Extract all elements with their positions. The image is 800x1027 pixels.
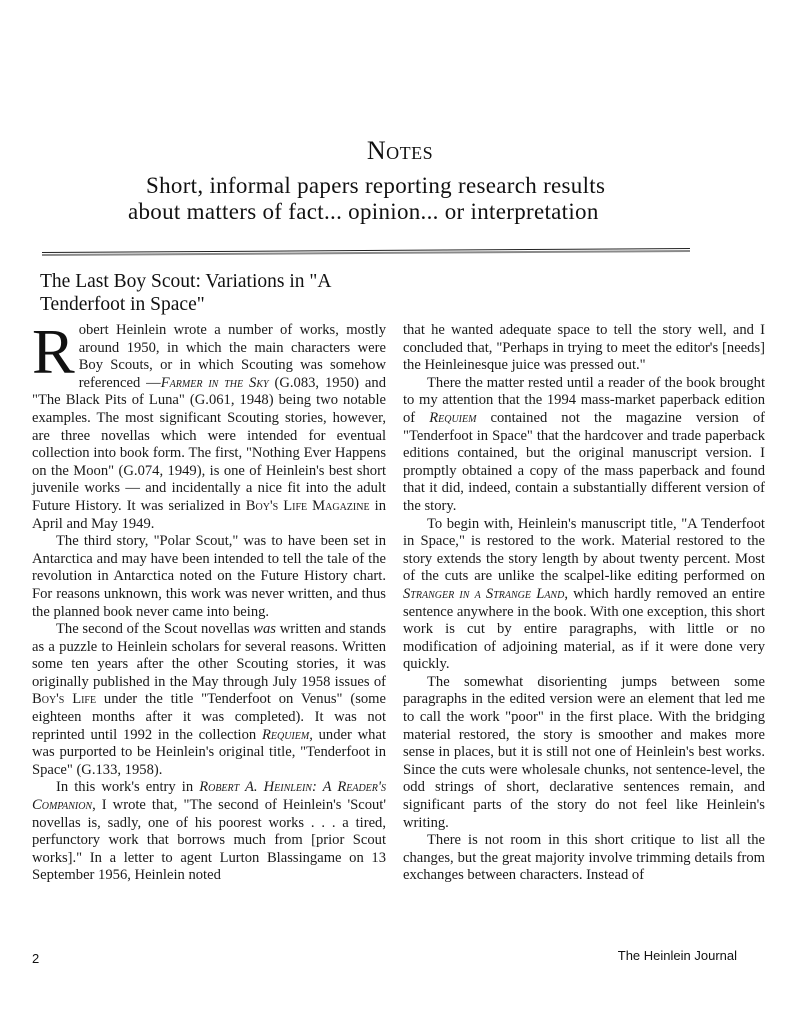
book-title-readers-companion: Robert A. Heinlein: A Reader's Companion — [32, 779, 387, 814]
right-column — [403, 322, 765, 885]
text-run: There the matter rested until a reader of the book brought to my attention that the 1994 mass-market paperback edition of — [403, 374, 765, 426]
paragraph-5: that he wanted adequate space to tell the story well, and I concluded that, "Perhaps in trying to meet the editor's [needs] the Heinleinesque juice was pressed out." — [403, 322, 765, 374]
book-title-stranger-in-a-strange-land: Stranger in a Strange Land — [403, 585, 565, 602]
magazine-title-boys-life: Boy's Life Magazine — [245, 497, 370, 514]
book-title-requiem: Requiem — [261, 726, 310, 743]
section-title: Notes — [366, 136, 434, 165]
text-run: , under what was purported to be Heinlein's original title, "Tenderfoot in Space" (G.133, 1958). — [32, 726, 387, 778]
page-number: 2 — [32, 951, 40, 966]
text-run: contained not the magazine version of "Tenderfoot in Space" that the hardcover and trade paperback editions contained, but the original manuscript version. I promptly obtained a copy of the mass paperback and found that it did, indeed, contain a substantially different version of the story. — [403, 409, 766, 514]
journal-name: The Heinlein Journal — [617, 948, 737, 963]
paragraph-1 — [32, 316, 386, 533]
article-title: The Last Boy Scout: Variations in "A Tenderfoot in Space" — [40, 271, 331, 315]
text-run: To begin with, Heinlein's manuscript title, "A Tenderfoot in Space," is restored to the work. Material restored to the story extends the story length by about twenty percent. Most of the cuts are unlike the scalpel-like editing performed on — [403, 515, 765, 585]
paragraph-6 — [403, 375, 765, 516]
header-divider-rule — [42, 248, 690, 256]
drop-cap: R — [32, 316, 75, 387]
book-title-farmer-in-the-sky: Farmer in the Sky — [160, 374, 269, 391]
magazine-title-boys-life: Boy's Life — [32, 691, 97, 708]
text-run: , I wrote that, "The second of Heinlein's 'Scout' novellas is, sadly, one of his poorest works . . . a tired, perfunctory work that borrows much from [prior Scout works]." In a letter to agent Lurton Blassingame on 13 September 1956, Heinlein noted — [32, 797, 386, 884]
section-subtitle-line-1: Short, informal papers reporting research results — [146, 173, 606, 198]
left-column — [32, 316, 387, 885]
text-run: (G.083, 1950) and "The Black Pits of Luna" (G.061, 1948) being two notable examples. The most significant Scouting stories, however, are three novellas which were intended for eventual collection into book form. The first, "Nothing Ever Happens on the Moon" (G.074, 1949), is one of Heinlein's best short juvenile works — and incidentally a nice fit into the adult Future History. It was serialized in — [32, 374, 386, 514]
book-title-requiem: Requiem — [429, 409, 477, 426]
emphasis: was — [253, 621, 276, 638]
text-run: under the title "Tenderfoot on Venus" (some eighteen months after it was completed). It was not reprinted until 1992 in the collection — [32, 691, 386, 743]
text-run: written and stands as a puzzle to Heinlein scholars for several reasons. Written some ten years after the other Scouting stories, it was originally published in the May through July 1958 issues of — [32, 621, 386, 690]
paragraph-2: The third story, "Polar Scout," was to have been set in Antarctica and may have been intended to tell the tale of the revolution in Antarctica noted on the Future History chart. For reasons unknown, this work was never written, and thus the planned book never came into being. — [32, 533, 386, 620]
paragraph-9: There is not room in this short critique to list all the changes, but the great majority involve trimming details from exchanges between characters. Instead of — [403, 832, 765, 884]
paragraph-8: The somewhat disorienting jumps between some paragraphs in the edited version were an element that led me to call the work "poor" in the first place. With the bridging material restored, the story is smoother and makes more sense in places, but it is still not one of Heinlein's best works. Since the cuts were wholesale chunks, not sentence-level, the odd strings of short, declarative sentences remain, and significant parts of the story do not feel like Heinlein's writing. — [403, 673, 765, 831]
text-run: in April and May 1949. — [32, 497, 386, 532]
paragraph-3 — [32, 621, 386, 779]
paragraph-7 — [403, 516, 765, 674]
paragraph-4 — [32, 779, 386, 885]
text-run: The second of the Scout novellas — [56, 621, 254, 638]
text-run: In this work's entry in — [56, 779, 200, 796]
section-subtitle-line-2: about matters of fact... opinion... or interpretation — [128, 199, 599, 224]
text-run: , which hardly removed an entire sentence anywhere in the book. With one exception, this short work is cut by entire paragraphs, with little or no modification of adjoining material, as if it were done very quickly. — [403, 585, 766, 673]
text-run: obert Heinlein wrote a number of works, mostly around 1950, in which the main characters were Boy Scouts, or in which Scouting was somehow referenced — — [78, 322, 386, 391]
